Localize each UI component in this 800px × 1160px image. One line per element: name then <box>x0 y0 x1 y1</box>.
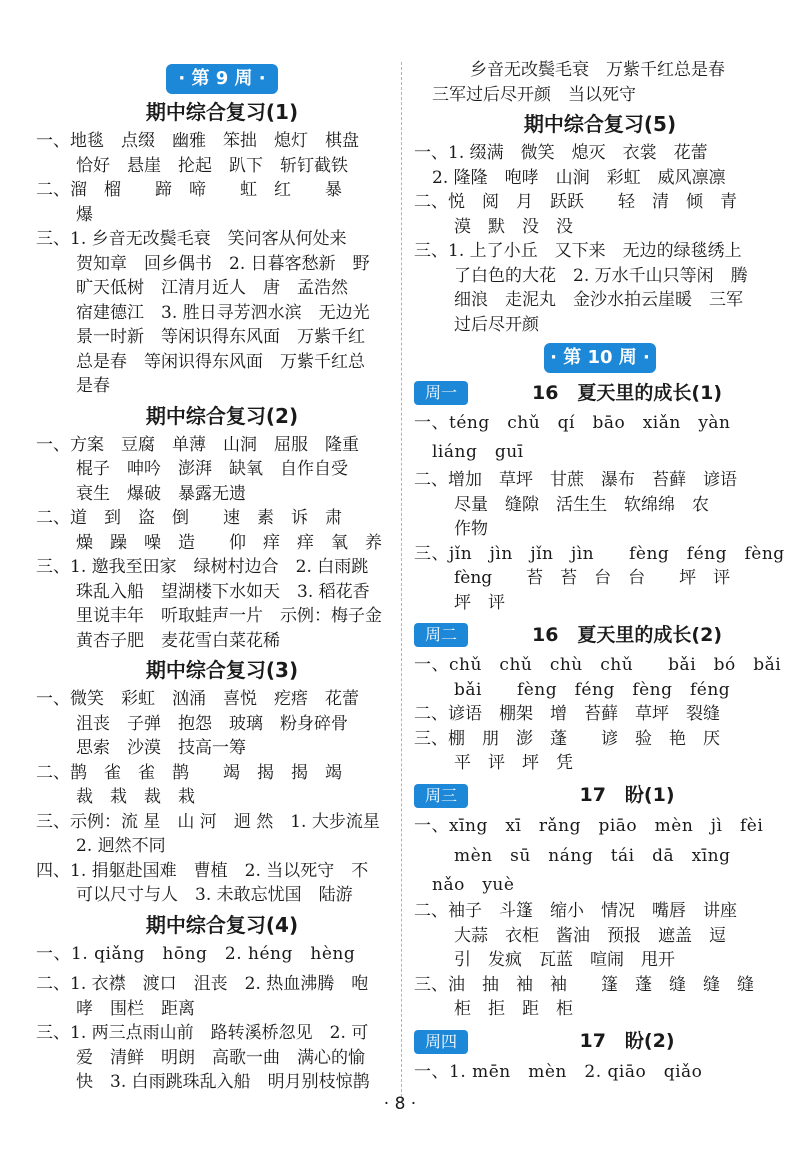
review-5-title: 期中综合复习(5) <box>523 112 677 136</box>
answer-line: 三、jǐn jìn jǐn jìn fèng féng fèng <box>414 543 785 564</box>
answer-line: 一、方案 豆腐 单薄 山洞 屈服 隆重 <box>36 434 359 455</box>
answer-line: 衰生 爆破 暴露无遗 <box>76 483 246 504</box>
answer-line: 宿建德江 3. 胜日寻芳泗水滨 无边光 <box>76 302 370 323</box>
answer-line: 三、1. 乡音无改鬓毛衰 笑问客从何处来 <box>36 229 347 249</box>
answer-line: 三、1. 邀我至田家 绿树村边合 2. 白雨跳 <box>36 557 369 577</box>
answer-line: 燥 躁 噪 造 仰 痒 痒 氧 养 <box>76 532 382 553</box>
answer-line: 一、1. mēn mèn 2. qiāo qiǎo <box>414 1061 703 1082</box>
lesson-title: 16 夏天里的成长(2) <box>531 623 723 646</box>
answer-line: 三、1. 上了小丘 又下来 无边的绿毯绣上 <box>414 241 742 261</box>
answer-line: liáng guī <box>432 441 524 462</box>
day-header <box>414 379 786 407</box>
left-column <box>36 58 408 1095</box>
answer-line: 贺知章 回乡偶书 2. 日暮客愁新 野 <box>76 253 370 274</box>
answer-line: 了白色的大花 2. 万水千山只等闲 腾 <box>454 265 748 286</box>
week-9-badge: · 第 9 周 · <box>166 64 278 94</box>
lesson-title: 16 夏天里的成长(1) <box>531 381 723 404</box>
answer-line: 过后尽开颜 <box>454 314 539 335</box>
page-number: · 8 · <box>383 1094 417 1114</box>
answer-line: 珠乱入船 望湖楼下水如天 3. 稻花香 <box>76 581 370 602</box>
answer-line: 2. 隆隆 咆哮 山涧 彩虹 威风凛凛 <box>432 167 726 188</box>
answer-line: 细浪 走泥丸 金沙水拍云崖暖 三军 <box>454 290 743 310</box>
day-badge-tuesday: 周二 <box>414 623 468 647</box>
answer-line: 三军过后尽开颜 当以死守 <box>432 84 636 105</box>
day-header <box>414 1028 786 1056</box>
review-2-title: 期中综合复习(2) <box>145 403 299 428</box>
answer-line: 二、鹊 雀 雀 鹊 竭 揭 揭 竭 <box>36 762 342 783</box>
answer-line: 思索 沙漠 技高一筹 <box>76 738 246 758</box>
answer-line: 作物 <box>454 519 488 539</box>
lesson-title: 17 盼(2) <box>579 1030 675 1053</box>
answer-line: 里说丰年 听取蛙声一片 示例：梅子金 <box>76 606 382 626</box>
answer-line: 坪 评 <box>454 592 505 613</box>
answer-line: 一、téng chǔ qí bāo xiǎn yàn <box>414 413 731 433</box>
review-3-title: 期中综合复习(3) <box>145 658 299 682</box>
week-10-badge: · 第 10 周 · <box>544 343 656 373</box>
answer-line: mèn sū náng tái dā xīng <box>454 846 731 866</box>
answer-line: 四、1. 捐躯赴国难 曹植 2. 当以死守 不 <box>36 860 369 881</box>
answer-line: 黄杏子肥 麦花雪白菜花稀 <box>76 630 280 651</box>
answer-line: 平 评 坪 凭 <box>454 753 573 773</box>
day-badge-thursday: 周四 <box>414 1030 468 1054</box>
answer-line: 二、道 到 盗 倒 速 素 诉 肃 <box>36 508 342 528</box>
day-header <box>414 782 786 810</box>
answer-line: 一、chǔ chǔ chù chǔ bǎi bó bǎi <box>414 655 782 675</box>
answer-line: 三、示例：流 星 山 河 迥 然 1. 大步流星 <box>36 811 380 832</box>
answer-line: bǎi fèng féng fèng féng <box>454 679 731 700</box>
answer-line: 二、增加 草坪 甘蔗 瀑布 苔藓 谚语 <box>414 470 737 490</box>
review-4-title: 期中综合复习(4) <box>145 912 299 937</box>
review-1-title: 期中综合复习(1) <box>145 100 299 124</box>
answer-line: 2. 迥然不同 <box>76 836 166 856</box>
answer-line: 快 3. 白雨跳珠乱入船 明月别枝惊鹊 <box>76 1072 370 1092</box>
answer-line: 大蒜 衣柜 酱油 预报 遮盖 逗 <box>454 925 726 946</box>
answer-line: 爱 清鲜 明朗 高歌一曲 满心的愉 <box>76 1047 365 1068</box>
answer-line: 旷天低树 江清月近人 唐 孟浩然 <box>76 278 348 298</box>
answer-line: 哮 围栏 距离 <box>76 998 195 1019</box>
answer-line: 二、悦 阅 月 跃跃 轻 清 倾 青 <box>414 192 737 212</box>
answer-line: 裁 栽 裁 栽 <box>76 787 195 807</box>
answer-line: 三、棚 朋 澎 蓬 谚 验 艳 厌 <box>414 728 720 749</box>
answer-line: 一、1. qiǎng hōng 2. héng hèng <box>36 943 356 964</box>
answer-line: 总是春 等闲识得东风面 万紫千红总 <box>76 351 365 372</box>
answer-line: 漠 默 没 没 <box>454 216 573 237</box>
answer-line: 恰好 悬崖 抡起 趴下 斩钉截铁 <box>76 155 348 176</box>
answer-line: 引 发疯 瓦蓝 喧闹 甩开 <box>454 950 675 970</box>
answer-line: 乡音无改鬓毛衰 万紫千红总是春 <box>470 60 725 80</box>
answer-line: 棍子 呻吟 澎湃 缺氧 自作自受 <box>76 459 348 479</box>
right-column <box>414 58 786 1084</box>
answer-line: 尽量 缝隙 活生生 软绵绵 农 <box>454 494 709 515</box>
answer-line: 一、1. 缀满 微笑 熄灭 衣裳 花蕾 <box>414 143 708 163</box>
answer-line: 二、溜 榴 蹄 啼 虹 红 暴 <box>36 180 342 200</box>
day-header <box>414 621 786 649</box>
answer-line: 三、1. 两三点雨山前 路转溪桥忽见 2. 可 <box>36 1023 369 1043</box>
answer-line: 二、谚语 棚架 增 苔藓 草坪 裂缝 <box>414 704 720 724</box>
answer-line: 一、地毯 点缀 幽雅 笨拙 熄灯 棋盘 <box>36 131 359 151</box>
day-badge-wednesday: 周三 <box>414 784 468 808</box>
lesson-title: 17 盼(1) <box>579 784 675 807</box>
answer-line: 沮丧 子弹 抱怨 玻璃 粉身碎骨 <box>76 713 348 734</box>
answer-line: nǎo yuè <box>432 874 515 895</box>
answer-line: 是春 <box>76 376 110 396</box>
answer-line: 景一时新 等闲识得东风面 万紫千红 <box>76 327 365 347</box>
answer-line: 可以尺寸与人 3. 未敢忘忧国 陆游 <box>76 885 353 905</box>
answer-line: 三、油 抽 袖 袖 篷 蓬 缝 缝 缝 <box>414 974 754 995</box>
answer-line: 爆 <box>76 204 93 225</box>
day-badge-monday: 周一 <box>414 381 468 405</box>
answer-line: 一、xīng xī rǎng piāo mèn jì fèi <box>414 815 764 836</box>
answer-line: 二、袖子 斗篷 缩小 情况 嘴唇 讲座 <box>414 901 737 921</box>
answer-line: 二、1. 衣襟 渡口 沮丧 2. 热血沸腾 咆 <box>36 974 369 994</box>
answer-line: 一、微笑 彩虹 汹涌 喜悦 疙瘩 花蕾 <box>36 689 359 709</box>
answer-line: fèng 苔 苔 台 台 坪 评 <box>454 568 731 588</box>
answer-line: 柜 拒 距 柜 <box>454 999 573 1019</box>
